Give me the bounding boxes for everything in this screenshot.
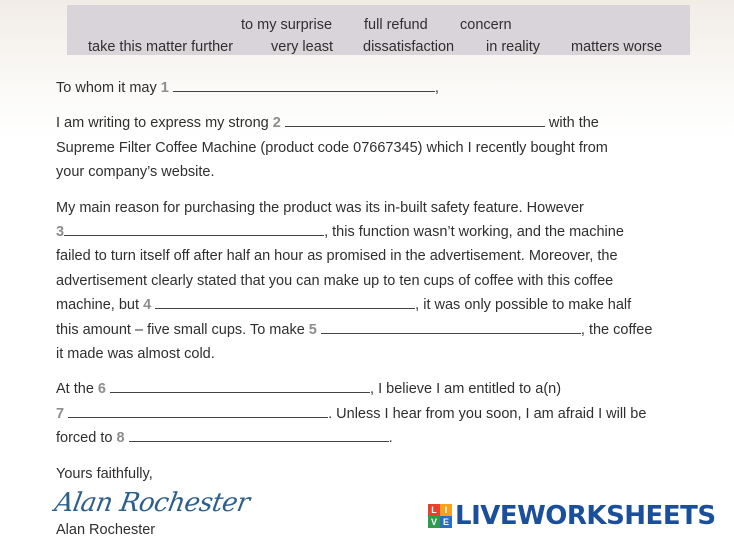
- gap-number: 4: [143, 297, 152, 314]
- answer-blank-6[interactable]: [110, 378, 370, 393]
- letter-body: [56, 76, 696, 497]
- text: machine, but: [56, 297, 144, 314]
- gap-number: 8: [116, 430, 125, 447]
- text: with the: [544, 115, 599, 132]
- text: At the: [56, 381, 98, 398]
- logo-icon-letter: V: [428, 516, 440, 528]
- text: ,: [434, 80, 439, 96]
- text: , it was only possible to make half: [415, 297, 632, 314]
- text: your company’s website.: [56, 164, 215, 181]
- text: this amount – five small cups. To make: [56, 321, 309, 338]
- text: .: [388, 430, 393, 447]
- logo-icon-letter: I: [440, 504, 452, 516]
- answer-blank-7[interactable]: [68, 403, 328, 418]
- liveworksheets-logo-icon: [428, 504, 452, 528]
- gap-number: 3: [56, 224, 65, 241]
- answer-blank-4[interactable]: [155, 294, 415, 309]
- liveworksheets-logo: [428, 503, 716, 529]
- gap-number: 5: [308, 321, 317, 338]
- answer-blank-8[interactable]: [129, 427, 389, 442]
- answer-blank-1[interactable]: [173, 77, 435, 92]
- word-box-item: very least: [271, 39, 334, 55]
- text: My main reason for purchasing the product was its in-built safety feature. However: [56, 199, 584, 216]
- word-box-item: matters worse: [571, 39, 663, 55]
- text: I am writing to express my strong: [56, 115, 273, 132]
- answer-blank-3[interactable]: [64, 221, 324, 236]
- word-box-item: concern: [460, 17, 512, 33]
- text: To whom it may: [56, 80, 161, 96]
- text: forced to: [56, 430, 117, 447]
- text: , the coffee: [580, 321, 653, 338]
- signature-name: Alan Rochester: [56, 522, 156, 538]
- logo-icon-letter: E: [440, 516, 452, 528]
- text: advertisement clearly stated that you can make up to ten cups of coffee with this coffee: [56, 272, 614, 289]
- answer-blank-5[interactable]: [321, 319, 581, 334]
- paragraph-2: [56, 196, 696, 367]
- text: failed to turn itself off after half an hour as promised in the advertisement. Moreover, the: [56, 248, 618, 265]
- word-box-item: full refund: [364, 17, 428, 33]
- answer-blank-2[interactable]: [285, 112, 545, 127]
- salutation: [56, 76, 696, 100]
- gap-number: 7: [56, 405, 65, 422]
- liveworksheets-logo-text: LIVEWORKSHEETS: [455, 501, 716, 531]
- text: it made was almost cold.: [56, 346, 215, 363]
- logo-icon-letter: L: [428, 504, 440, 516]
- closing: Yours faithfully,: [56, 465, 153, 482]
- word-box: [67, 5, 690, 55]
- word-box-item: dissatisfaction: [363, 39, 455, 55]
- word-box-row-1: [67, 17, 690, 35]
- paragraph-1: [56, 111, 696, 184]
- word-box-item: to my surprise: [241, 17, 333, 33]
- word-box-item: take this matter further: [88, 39, 234, 55]
- word-box-row-2: [67, 39, 690, 57]
- text: , I believe I am entitled to a(n): [370, 381, 562, 398]
- paragraph-3: [56, 377, 696, 450]
- gap-number: 6: [97, 381, 106, 398]
- handwritten-signature: Alan Rochester: [52, 488, 252, 518]
- gap-number: 2: [272, 115, 281, 132]
- word-box-item: in reality: [486, 39, 540, 55]
- text: Supreme Filter Coffee Machine (product code 07667345) which I recently bought from: [56, 139, 608, 156]
- gap-number: 1: [160, 80, 169, 96]
- text: . Unless I hear from you soon, I am afraid I will be: [328, 405, 647, 422]
- text: , this function wasn’t working, and the machine: [324, 224, 624, 241]
